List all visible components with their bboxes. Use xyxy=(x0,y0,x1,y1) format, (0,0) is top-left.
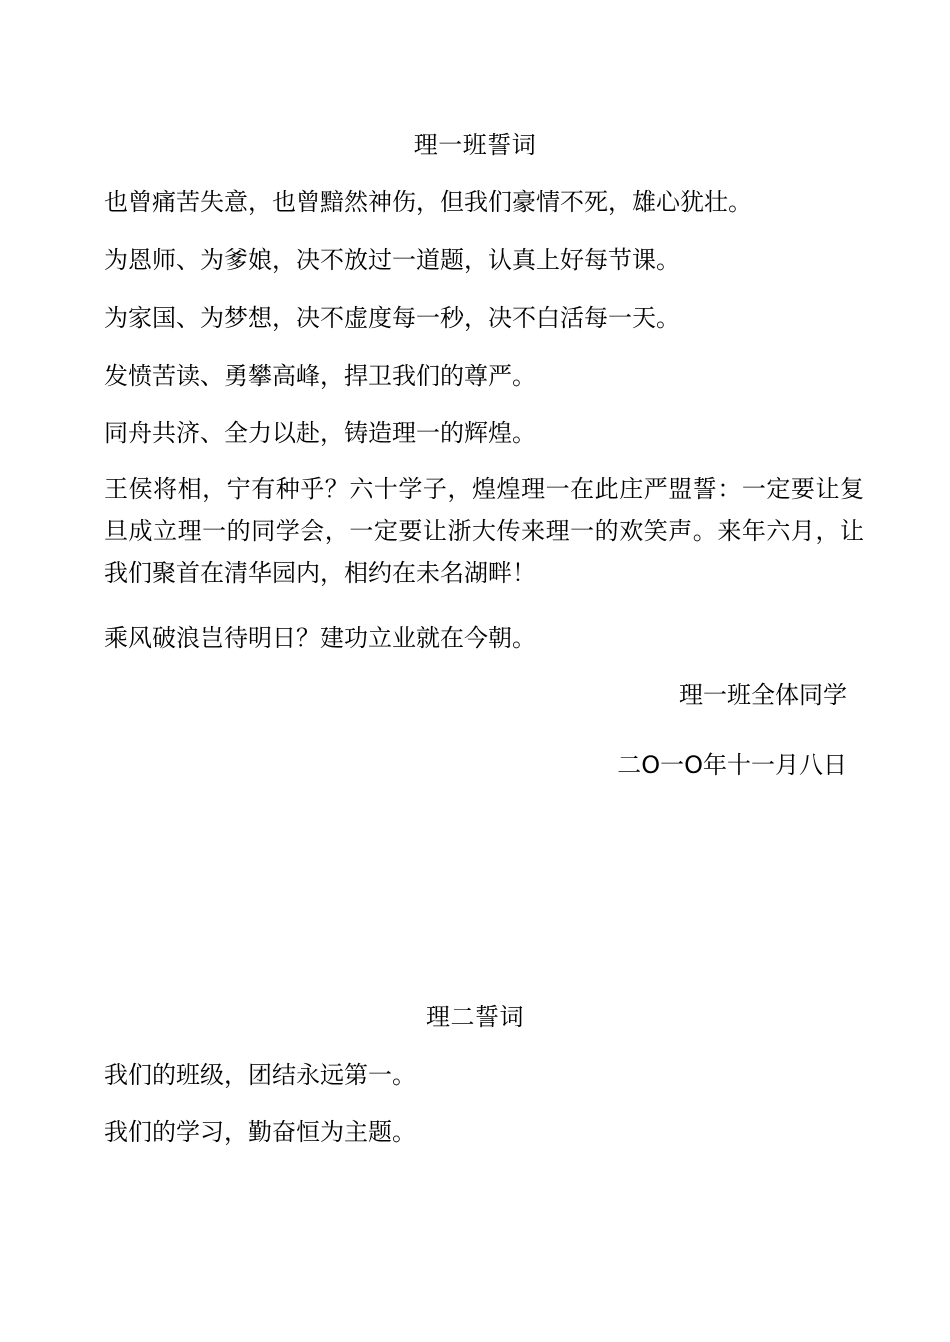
oath2-line: 我们的班级，团结永远第一。 xyxy=(104,1061,416,1089)
oath1-signature: 理一班全体同学 xyxy=(679,681,847,709)
oath1-line: 乘风破浪岂待明日？建功立业就在今朝。 xyxy=(104,624,536,652)
oath1-line: 同舟共济、全力以赴，铸造理一的辉煌。 xyxy=(104,419,536,447)
oath1-line: 为家国、为梦想，决不虚度每一秒，决不白活每一天。 xyxy=(104,304,680,332)
oath1-line: 也曾痛苦失意，也曾黯然神伤，但我们豪情不死，雄心犹壮。 xyxy=(104,188,752,216)
oath2-title: 理二誓词 xyxy=(426,1003,524,1031)
oath1-title: 理一班誓词 xyxy=(413,131,537,159)
oath1-line: 发愤苦读、勇攀高峰，捍卫我们的尊严。 xyxy=(104,362,536,390)
oath2-line: 我们的学习，勤奋恒为主题。 xyxy=(104,1118,416,1146)
oath1-line: 为恩师、为爹娘，决不放过一道题，认真上好每节课。 xyxy=(104,246,680,274)
oath1-date: 二O一O年十一月八日 xyxy=(617,751,847,779)
oath1-paragraph: 王侯将相，宁有种乎？六十学子，煌煌理一在此庄严盟誓：一定要让复旦成立理一的同学会，一定要让浙大传来理一的欢笑声。来年六月，让我们聚首在清华园内，相约在未名湖畔！ xyxy=(104,475,864,587)
